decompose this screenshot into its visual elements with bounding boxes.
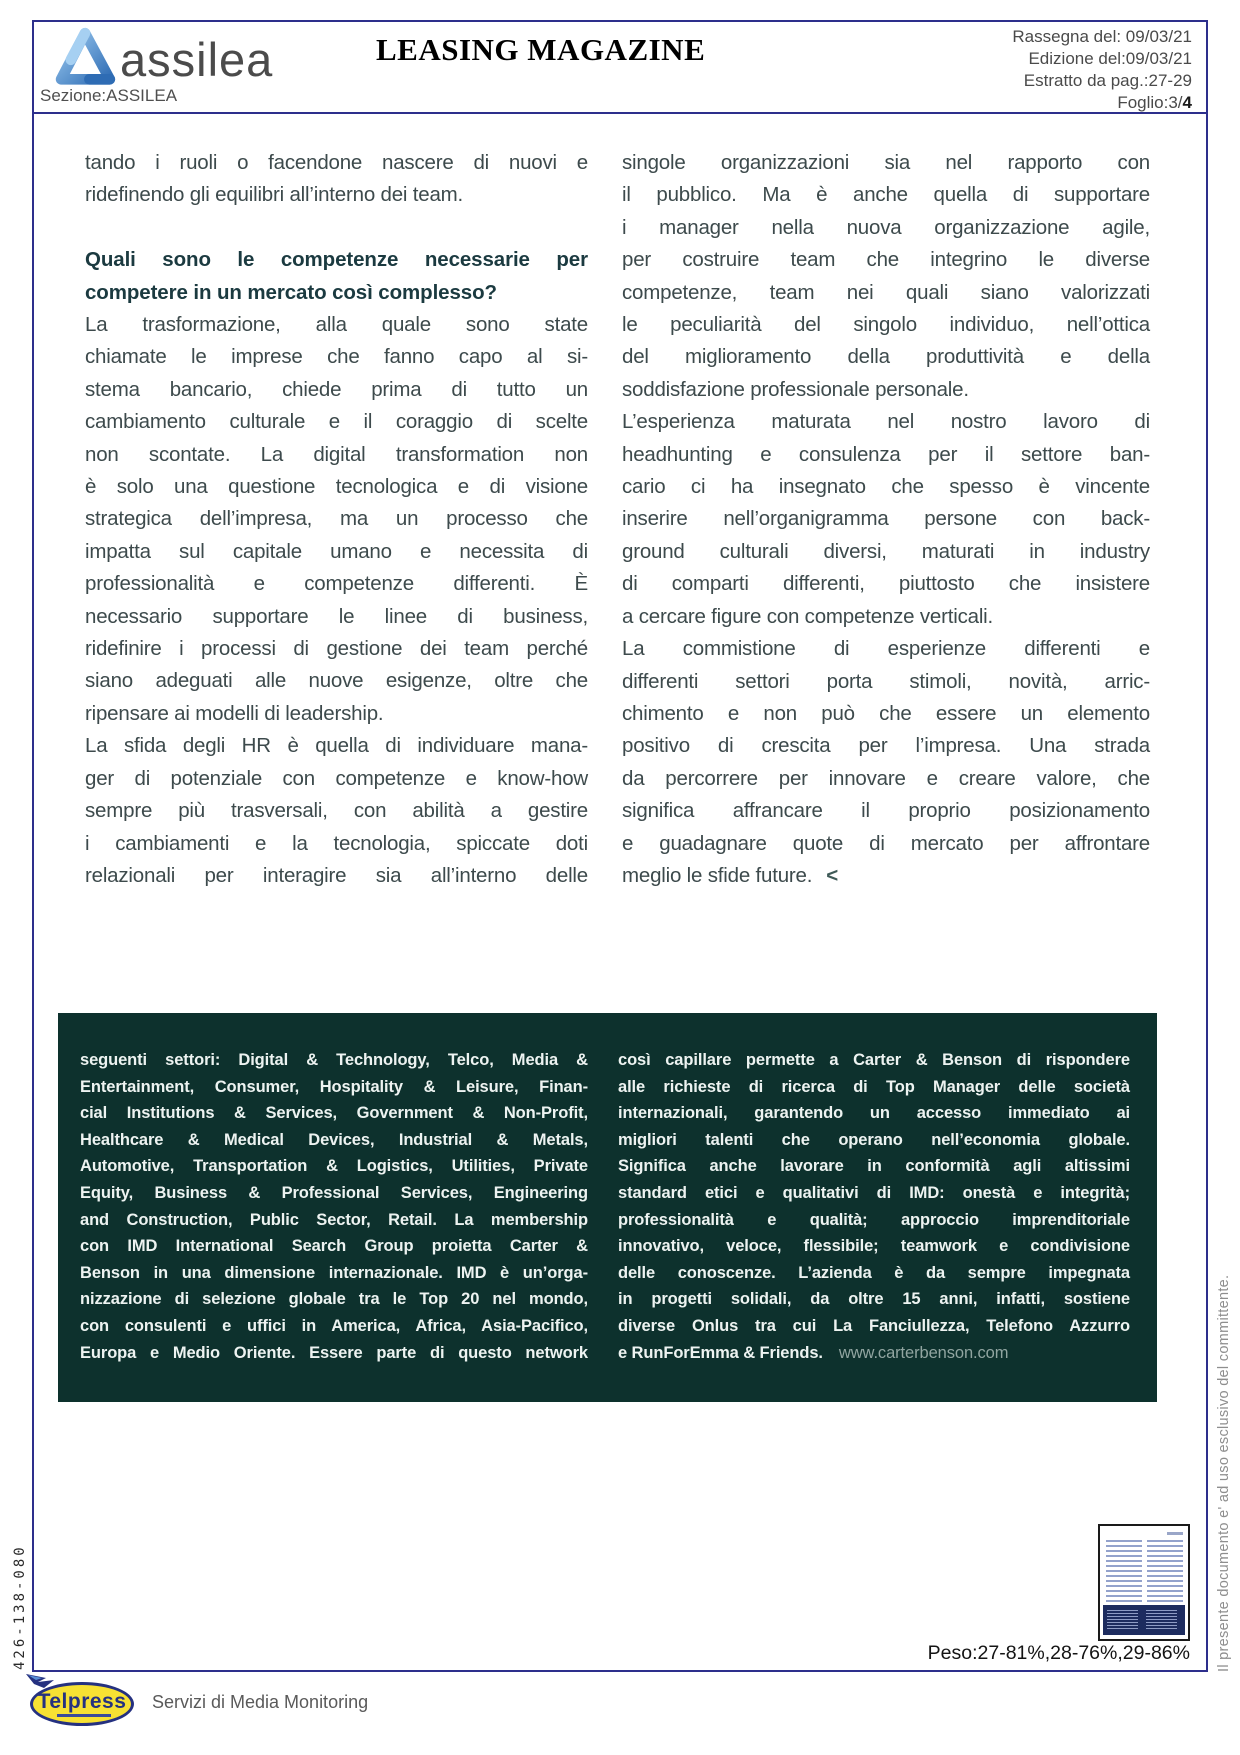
- text-line: meglio le sfide future. <: [622, 863, 839, 887]
- text-line: così capillare permette a Carter & Benson di rispondere: [618, 1051, 1130, 1069]
- disclaimer-vertical: Il presente documento e' ad uso esclusivo del committente.: [1216, 1274, 1232, 1672]
- text-line: inserire nell’organigramma persone con back-: [622, 507, 1150, 531]
- company-info-box: [58, 1013, 1157, 1402]
- meta-foglio: Foglio:3/4: [1117, 93, 1192, 112]
- question-heading-line: competere in un mercato così complesso?: [85, 280, 497, 304]
- text-line: [85, 212, 588, 244]
- clipping-code-vertical: 426-138-080: [12, 1544, 28, 1670]
- text-line: e RunForEmma & Friends. www.carterbenson.com: [618, 1343, 1009, 1362]
- text-line: il pubblico. Ma è anche quella di supportare: [622, 183, 1150, 207]
- text-line: La sfida degli HR è quella di individuare mana-: [85, 734, 588, 758]
- thumbnail-box-column-left: [1107, 1610, 1138, 1630]
- text-line: standard etici e qualitativi di IMD: onestà e integrità;: [618, 1183, 1130, 1202]
- text-line: Healthcare & Medical Devices, Industrial & Metals,: [80, 1130, 588, 1149]
- text-line: singole organizzazioni sia nel rapporto con: [622, 151, 1150, 174]
- text-line: Significa anche lavorare in conformità agli altissimi: [618, 1157, 1130, 1176]
- text-line: con IMD International Search Group proietta Carter &: [80, 1237, 588, 1256]
- text-line: La trasformazione, alla quale sono state: [85, 313, 588, 337]
- meta-rassegna: Rassegna del: 09/03/21: [1012, 27, 1192, 46]
- article-end-mark: <: [826, 863, 839, 887]
- text-line: L’esperienza maturata nel nostro lavoro di: [622, 410, 1150, 434]
- article-column-left: [85, 147, 588, 892]
- text-line: tando i ruoli o facendone nascere di nuovi e: [85, 151, 588, 174]
- text-line: Europa e Medio Oriente. Essere parte di questo network: [80, 1343, 588, 1362]
- clipping-meta: [1012, 26, 1192, 114]
- thumbnail-box-column-right: [1146, 1610, 1177, 1630]
- text-line: in progetti solidali, da oltre 15 anni, infatti, sostiene: [618, 1290, 1130, 1309]
- text-line: ripensare ai modelli di leadership.: [85, 701, 384, 725]
- text-line: positivo di crescita per l’impresa. Una strada: [622, 734, 1150, 758]
- text-line: La commistione di esperienze differenti e: [622, 637, 1150, 661]
- assilea-triangle-logo-icon: [54, 24, 116, 92]
- text-line: significa affrancare il proprio posizionamento: [622, 799, 1150, 823]
- text-line: di comparti differenti, piuttosto che insistere: [622, 572, 1150, 596]
- text-line: relazionali per interagire sia all’interno delle: [85, 863, 588, 887]
- info-box-column-right: [618, 1047, 1130, 1366]
- text-line: stema bancario, chiede prima di tutto un: [85, 377, 588, 401]
- text-line: soddisfazione professionale personale.: [622, 377, 969, 401]
- text-line: per costruire team che integrino le diverse: [622, 248, 1150, 272]
- text-line: and Construction, Public Sector, Retail. La membership: [80, 1210, 588, 1229]
- text-line: internazionali, garantendo un accesso immediato ai: [618, 1104, 1130, 1123]
- text-line: non scontate. La digital transformation non: [85, 442, 588, 466]
- brand-wordmark: assilea: [120, 33, 274, 86]
- text-line: impatta sul capitale umano e necessita di: [85, 539, 588, 563]
- text-line: Benson in una dimensione internazionale. IMD è un’orga-: [80, 1263, 588, 1282]
- service-label: Servizi di Media Monitoring: [152, 1692, 369, 1712]
- text-line: i manager nella nuova organizzazione agile,: [622, 215, 1150, 239]
- text-line: cambiamento culturale e il coraggio di scelte: [85, 410, 588, 434]
- text-line: Automotive, Transportation & Logistics, Utilities, Private: [80, 1157, 588, 1176]
- text-line: siano adeguati alle nuove esigenze, oltre che: [85, 669, 588, 693]
- thumbnail-text-column-left: [1106, 1540, 1142, 1602]
- article-column-right: [622, 147, 1150, 892]
- text-line: competenze, team nei quali siano valorizzati: [622, 280, 1150, 304]
- text-line: professionalità e qualità; approccio imprenditoriale: [618, 1210, 1130, 1229]
- text-line: chimento e non può che essere un elemento: [622, 701, 1150, 725]
- text-line: a cercare figure con competenze verticali.: [622, 604, 994, 628]
- question-heading-line: Quali sono le competenze necessarie per: [85, 248, 588, 272]
- text-line: necessario supportare le linee di business,: [85, 604, 588, 628]
- meta-estratto: Estratto da pag.:27-29: [1023, 71, 1192, 90]
- text-line: con consulenti e uffici in America, Africa, Asia-Pacifico,: [80, 1316, 588, 1335]
- text-line: sempre più trasversali, con abilità a gestire: [85, 799, 588, 823]
- text-line: Equity, Business & Professional Services, Engineering: [80, 1183, 588, 1202]
- text-line: differenti settori porta stimoli, novità, arric-: [622, 669, 1150, 693]
- text-line: cial Institutions & Services, Government & Non-Profit,: [80, 1104, 588, 1123]
- text-line: strategica dell’impresa, ma un processo che: [85, 507, 588, 531]
- text-line: chiamate le imprese che fanno capo al si-: [85, 345, 588, 369]
- text-line: ridefinendo gli equilibri all’interno dei team.: [85, 183, 464, 207]
- text-line: le peculiarità del singolo individuo, nell’ottica: [622, 313, 1150, 337]
- website-url: www.carterbenson.com: [838, 1343, 1009, 1362]
- text-line: migliori talenti che operano nell’economia globale.: [618, 1130, 1130, 1149]
- telpress-logo: [30, 1678, 140, 1730]
- text-line: e guadagnare quote di mercato per affrontare: [622, 831, 1150, 855]
- text-line: cario ci ha insegnato che spesso è vincente: [622, 475, 1150, 499]
- text-line: professionalità e competenze differenti. È: [85, 572, 588, 596]
- text-line: i cambiamenti e la tecnologia, spiccate doti: [85, 831, 588, 855]
- header-divider: [32, 112, 1208, 114]
- thumbnail-text-column-right: [1147, 1540, 1183, 1602]
- page-thumbnail: [1098, 1524, 1190, 1641]
- text-line: da percorrere per innovare e creare valore, che: [622, 766, 1150, 790]
- text-line: è solo una questione tecnologica e di visione: [85, 475, 588, 499]
- text-line: ground culturali diversi, maturati in industry: [622, 539, 1150, 563]
- text-line: nizzazione di selezione globale tra le Top 20 nel mondo,: [80, 1290, 588, 1309]
- text-line: seguenti settori: Digital & Technology, Telco, Media &: [80, 1051, 588, 1069]
- meta-edizione: Edizione del:09/03/21: [1028, 49, 1192, 68]
- text-line: ger di potenziale con competenze e know-how: [85, 766, 588, 790]
- telpress-tagline-bar: [57, 1714, 111, 1717]
- section-label: Sezione:ASSILEA: [40, 86, 178, 105]
- text-line: innovativo, veloce, flessibile; teamwork e condivisione: [618, 1237, 1130, 1256]
- text-line: ridefinire i processi di gestione dei team perché: [85, 637, 588, 661]
- text-line: delle conoscenze. L’azienda è da sempre impegnata: [618, 1263, 1130, 1282]
- thumbnail-info-box: [1103, 1605, 1185, 1635]
- text-line: alle richieste di ricerca di Top Manager delle società: [618, 1077, 1130, 1096]
- info-box-column-left: [80, 1047, 588, 1366]
- text-line: Entertainment, Consumer, Hospitality & Leisure, Finan-: [80, 1077, 588, 1096]
- telpress-name: Telpress: [37, 1690, 127, 1713]
- text-line: headhunting e consulenza per il settore ban-: [622, 442, 1150, 466]
- weight-stats: Peso:27-81%,28-76%,29-86%: [927, 1642, 1190, 1664]
- text-line: del miglioramento della produttività e della: [622, 345, 1150, 369]
- magazine-title: LEASING MAGAZINE: [376, 32, 706, 67]
- text-line: diverse Onlus tra cui La Fanciullezza, Telefono Azzurro: [618, 1316, 1130, 1335]
- thumbnail-caption-mark: [1167, 1532, 1183, 1535]
